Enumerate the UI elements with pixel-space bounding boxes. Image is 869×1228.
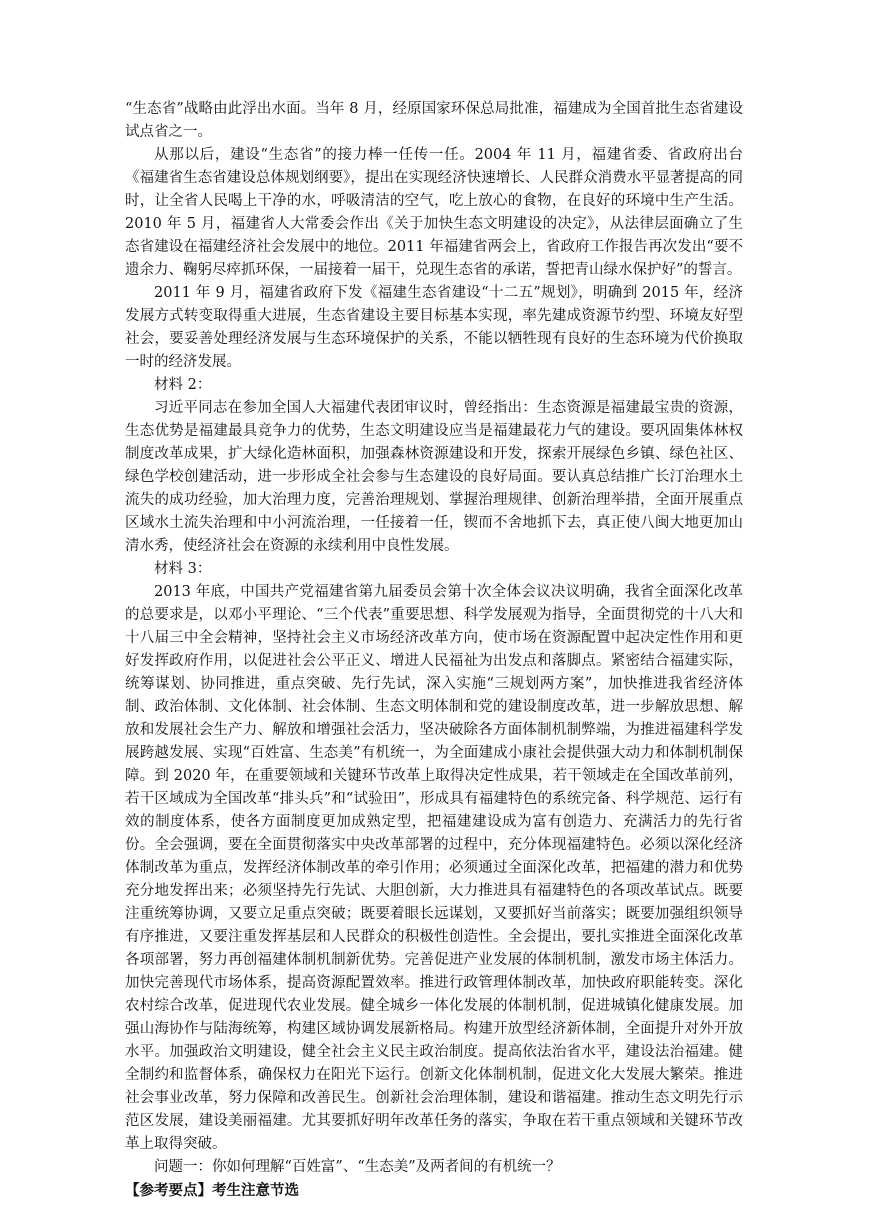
material-3-heading: 材料 3： — [154, 561, 212, 577]
paragraph-intro-1: “生态省”战略由此浮出水面。当年 8 月，经原国家环保总局批准，福建成为全国首批生态省建设试点省之一。 — [125, 101, 743, 140]
material-2-text: 习近平同志在参加全国人大福建代表团审议时，曾经指出：生态资源是福建最宝贵的资源，生态优势是福建最具竞争力的优势，生态文明建设应当是福建最花力气的建设。要巩固集体林权制度改革成果，扩大绿化造林面积，加强森林资源建设和开发，探索开展绿色乡镇、绿色社区、绿色学校创建活动，进一步形成全社会参与生态建设的良好局面。要认真总结推广长汀治理水土流失的成功经验，加大治理力度，完善治理规划、掌握治理规律、创新治理举措，全面开展重点区域水土流失治理和中小河流治理，一任接着一任，锲而不舍地抓下去，真正使八闽大地更加山清水秀，使经济社会在资源的永续利用中良性发展。 — [125, 400, 743, 554]
key-points-label: 【参考要点】考生注意节选 — [125, 1182, 299, 1199]
paragraph-intro-2: 从那以后，建设“生态省”的接力棒一任传一任。2004 年 11 月，福建省委、省政府出台《福建省生态省建设总体规划纲要》，提出在实现经济快速增长、人民群众消费水平显著提高的同时，让全省人民喝上干净的水，呼吸清洁的空气，吃上放心的食物，在良好的环境中生产生活。2010 年 5 月，福建省人大常委会作出《关于加快生态文明建设的决定》，从法律层面确立了生态省建设在福建经济社会发展中的地位。2011 年福建省两会上，省政府工作报告再次发出“要不遗余力、鞠躬尽瘁抓环保，一届接着一届干，兑现生态省的承诺，誓把青山绿水保护好”的誓言。 — [125, 147, 743, 278]
material-3-text: 2013 年底，中国共产党福建省第九届委员会第十次全体会议决议明确，我省全面深化改革的总要求是，以邓小平理论、“三个代表”重要思想、科学发展观为指导，全面贯彻党的十八大和十八届三中全会精神，坚持社会主义市场经济改革方向，使市场在资源配置中起决定性作用和更好发挥政府作用，以促进社会公平正义、增进人民福祉为出发点和落脚点。紧密结合福建实际，统筹谋划、协同推进，重点突破、先行先试，深入实施“三规划两方案”，加快推进我省经济体制、政治体制、文化体制、社会体制、生态文明体制和党的建设制度改革，进一步解放思想、解放和发展社会生产力、解放和增强社会活力，坚决破除各方面体制机制弊端，为推进福建科学发展跨越发展、实现“百姓富、生态美”有机统一，为全面建成小康社会提供强大动力和体制机制保障。到 2020 年，在重要领域和关键环节改革上取得决定性成果，若干领域走在全国改革前列，若干区域成为全国改革“排头兵”和“试验田”，形成具有福建特色的系统完备、科学规范、运行有效的制度体系，使各方面制度更加成熟定型，把福建建设成为富有创造力、充满活力的先行省份。全会强调，要在全面贯彻落实中央改革部署的过程中，充分体现福建特色。必须以深化经济体制改革为重点，发挥经济体制改革的牵引作用；必须通过全面深化改革，把福建的潜力和优势充分地发挥出来；必须坚持先行先试、大胆创新，大力推进具有福建特色的各项改革试点。既要注重统筹协调，又要立足重点突破；既要着眼长远谋划，又要抓好当前落实；既要加强组织领导有序推进，又要注重发挥基层和人民群众的积极性创造性。全会提出，要扎实推进全面深化改革各项部署，努力再创福建体制机制新优势。完善促进产业发展的体制机制，激发市场主体活力。加快完善现代市场体系，提高资源配置效率。推进行政管理体制改革，加快政府职能转变。深化农村综合改革，促进现代农业发展。健全城乡一体化发展的体制机制，促进城镇化健康发展。加强山海协作与陆海统筹，构建区域协调发展新格局。构建开放型经济新体制，全面提升对外开放水平。加强政治文明建设，健全社会主义民主政治制度。提高依法治省水平，建设法治福建。健全制约和监督体系，确保权力在阳光下运行。创新文化体制机制，促进文化大发展大繁荣。推进社会事业改革，努力保障和改善民生。创新社会治理体制，建设和谐福建。推动生态文明先行示范区发展，建设美丽福建。尤其要抓好明年改革任务的落实，争取在若干重点领域和关键环节改革上取得突破。 — [125, 584, 743, 1152]
document-body — [125, 98, 743, 1202]
paragraph-intro-3: 2011 年 9 月，福建省政府下发《福建生态省建设“十二五”规划》，明确到 2015 年，经济发展方式转变取得重大进展，生态省建设主要目标基本实现，率先建成资源节约型、环境友好型社会，要妥善处理经济发展与生态环境保护的关系，不能以牺牲现有良好的生态环境为代价换取一时的经济发展。 — [125, 285, 743, 370]
question-one: 问题一：你如何理解“百姓富”、“生态美”及两者间的有机统一？ — [154, 1159, 561, 1175]
material-2-heading: 材料 2： — [154, 377, 212, 393]
